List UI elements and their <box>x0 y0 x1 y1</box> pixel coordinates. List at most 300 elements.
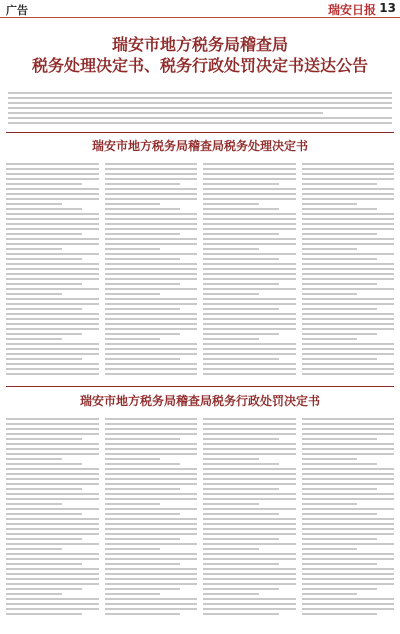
text-line-placeholder <box>203 248 259 250</box>
text-line-placeholder <box>302 528 395 530</box>
text-line-placeholder <box>8 102 392 104</box>
text-line-placeholder <box>105 243 198 245</box>
text-line-placeholder <box>302 173 395 175</box>
text-line-placeholder <box>203 288 296 290</box>
text-line-placeholder <box>6 548 62 550</box>
text-line-placeholder <box>6 278 99 280</box>
text-line-placeholder <box>203 418 296 420</box>
text-line-placeholder <box>203 478 296 480</box>
text-line-placeholder <box>203 188 296 190</box>
text-line-placeholder <box>302 353 395 355</box>
text-line-placeholder <box>105 168 198 170</box>
text-line-placeholder <box>105 208 181 210</box>
text-line-placeholder <box>105 533 198 535</box>
text-line-placeholder <box>203 523 296 525</box>
text-line-placeholder <box>203 338 259 340</box>
text-column <box>203 418 296 620</box>
text-line-placeholder <box>203 273 296 275</box>
text-line-placeholder <box>302 568 395 570</box>
text-line-placeholder <box>8 97 392 99</box>
text-line-placeholder <box>6 243 99 245</box>
text-line-placeholder <box>6 563 82 565</box>
text-line-placeholder <box>105 573 198 575</box>
text-line-placeholder <box>105 423 198 425</box>
text-line-placeholder <box>105 273 198 275</box>
text-line-placeholder <box>6 228 99 230</box>
text-line-placeholder <box>105 373 198 375</box>
text-line-placeholder <box>6 348 99 350</box>
text-line-placeholder <box>203 593 259 595</box>
text-line-placeholder <box>302 438 378 440</box>
text-line-placeholder <box>302 473 395 475</box>
text-line-placeholder <box>203 483 296 485</box>
text-line-placeholder <box>105 338 161 340</box>
text-line-placeholder <box>105 188 198 190</box>
text-column <box>302 163 395 381</box>
text-line-placeholder <box>203 548 259 550</box>
text-line-placeholder <box>6 533 99 535</box>
text-line-placeholder <box>105 303 198 305</box>
text-line-placeholder <box>6 543 99 545</box>
notice-body-1 <box>6 163 394 381</box>
text-line-placeholder <box>203 498 296 500</box>
text-line-placeholder <box>105 448 198 450</box>
text-line-placeholder <box>105 288 198 290</box>
text-line-placeholder <box>302 303 395 305</box>
text-line-placeholder <box>203 573 296 575</box>
text-line-placeholder <box>105 603 198 605</box>
text-line-placeholder <box>105 163 198 165</box>
text-line-placeholder <box>302 463 378 465</box>
text-line-placeholder <box>203 228 296 230</box>
intro-text-block <box>8 92 392 128</box>
text-line-placeholder <box>203 468 296 470</box>
text-line-placeholder <box>6 163 99 165</box>
text-column <box>6 418 99 620</box>
text-line-placeholder <box>302 448 395 450</box>
text-line-placeholder <box>105 548 161 550</box>
notice-title-1: 瑞安市地方税务局稽查局税务处理决定书 <box>91 139 308 153</box>
text-line-placeholder <box>302 603 395 605</box>
text-line-placeholder <box>6 218 99 220</box>
text-line-placeholder <box>6 513 82 515</box>
text-line-placeholder <box>302 283 378 285</box>
text-line-placeholder <box>6 193 99 195</box>
text-line-placeholder <box>105 488 181 490</box>
text-line-placeholder <box>203 533 296 535</box>
text-line-placeholder <box>105 248 161 250</box>
text-line-placeholder <box>6 328 99 330</box>
text-line-placeholder <box>203 293 259 295</box>
text-line-placeholder <box>203 323 296 325</box>
text-line-placeholder <box>105 298 198 300</box>
text-line-placeholder <box>105 353 198 355</box>
notice-title-2: 瑞安市地方税务局稽查局税务行政处罚决定书 <box>79 394 320 408</box>
main-headline <box>0 34 400 76</box>
text-line-placeholder <box>105 418 198 420</box>
text-line-placeholder <box>6 443 99 445</box>
text-line-placeholder <box>203 168 296 170</box>
text-line-placeholder <box>6 573 99 575</box>
text-line-placeholder <box>6 363 99 365</box>
text-line-placeholder <box>302 588 378 590</box>
text-line-placeholder <box>203 488 279 490</box>
text-line-placeholder <box>203 253 296 255</box>
text-line-placeholder <box>105 568 198 570</box>
text-line-placeholder <box>203 218 296 220</box>
text-line-placeholder <box>203 513 279 515</box>
text-line-placeholder <box>302 598 395 600</box>
text-line-placeholder <box>105 558 198 560</box>
text-line-placeholder <box>203 543 296 545</box>
text-column <box>6 163 99 381</box>
text-line-placeholder <box>203 183 279 185</box>
section-label: 广告 <box>6 4 28 17</box>
text-line-placeholder <box>203 463 279 465</box>
text-line-placeholder <box>105 443 198 445</box>
text-line-placeholder <box>302 298 395 300</box>
notice-body-2 <box>6 418 394 620</box>
text-line-placeholder <box>105 368 198 370</box>
text-line-placeholder <box>6 578 99 580</box>
text-line-placeholder <box>203 358 279 360</box>
text-line-placeholder <box>6 238 99 240</box>
text-line-placeholder <box>302 453 395 455</box>
text-line-placeholder <box>6 528 99 530</box>
text-line-placeholder <box>6 458 62 460</box>
text-line-placeholder <box>105 263 198 265</box>
text-line-placeholder <box>6 553 99 555</box>
text-line-placeholder <box>105 498 198 500</box>
text-line-placeholder <box>203 583 296 585</box>
text-line-placeholder <box>105 233 181 235</box>
text-line-placeholder <box>302 233 378 235</box>
text-line-placeholder <box>302 573 395 575</box>
text-line-placeholder <box>6 613 82 615</box>
text-line-placeholder <box>105 518 198 520</box>
text-line-placeholder <box>203 438 279 440</box>
text-line-placeholder <box>302 363 395 365</box>
text-line-placeholder <box>203 558 296 560</box>
text-line-placeholder <box>105 463 181 465</box>
text-line-placeholder <box>302 258 378 260</box>
page-header <box>0 0 400 18</box>
text-line-placeholder <box>203 443 296 445</box>
text-line-placeholder <box>6 353 99 355</box>
text-line-placeholder <box>302 248 358 250</box>
text-line-placeholder <box>203 163 296 165</box>
text-line-placeholder <box>6 268 99 270</box>
text-line-placeholder <box>105 453 198 455</box>
text-line-placeholder <box>105 503 161 505</box>
text-line-placeholder <box>105 563 181 565</box>
text-line-placeholder <box>6 318 99 320</box>
text-line-placeholder <box>203 303 296 305</box>
text-line-placeholder <box>203 528 296 530</box>
text-line-placeholder <box>6 518 99 520</box>
text-line-placeholder <box>203 203 259 205</box>
text-line-placeholder <box>203 328 296 330</box>
text-line-placeholder <box>105 258 181 260</box>
text-line-placeholder <box>203 423 296 425</box>
text-line-placeholder <box>105 358 181 360</box>
text-line-placeholder <box>302 508 395 510</box>
text-line-placeholder <box>6 308 82 310</box>
text-line-placeholder <box>6 463 82 465</box>
text-line-placeholder <box>6 483 99 485</box>
text-line-placeholder <box>8 112 323 114</box>
text-line-placeholder <box>6 313 99 315</box>
text-line-placeholder <box>203 518 296 520</box>
text-line-placeholder <box>6 568 99 570</box>
text-line-placeholder <box>203 178 296 180</box>
text-line-placeholder <box>203 283 279 285</box>
text-line-placeholder <box>105 348 198 350</box>
text-line-placeholder <box>203 433 296 435</box>
text-line-placeholder <box>203 538 279 540</box>
text-line-placeholder <box>302 208 378 210</box>
text-line-placeholder <box>105 553 198 555</box>
text-line-placeholder <box>105 228 198 230</box>
text-line-placeholder <box>302 458 358 460</box>
text-line-placeholder <box>6 293 62 295</box>
page-number: 13 <box>379 1 396 15</box>
text-line-placeholder <box>203 308 279 310</box>
text-line-placeholder <box>302 223 395 225</box>
text-line-placeholder <box>8 107 392 109</box>
text-line-placeholder <box>6 338 62 340</box>
text-line-placeholder <box>6 598 99 600</box>
text-line-placeholder <box>6 503 62 505</box>
text-line-placeholder <box>302 213 395 215</box>
text-line-placeholder <box>203 563 279 565</box>
text-line-placeholder <box>302 608 395 610</box>
text-line-placeholder <box>105 583 198 585</box>
text-line-placeholder <box>203 213 296 215</box>
text-line-placeholder <box>6 233 82 235</box>
text-line-placeholder <box>105 613 181 615</box>
text-line-placeholder <box>302 423 395 425</box>
text-line-placeholder <box>6 473 99 475</box>
text-line-placeholder <box>203 493 296 495</box>
text-line-placeholder <box>203 348 296 350</box>
text-line-placeholder <box>105 428 198 430</box>
text-column <box>105 163 198 381</box>
text-line-placeholder <box>203 263 296 265</box>
text-line-placeholder <box>6 343 99 345</box>
text-line-placeholder <box>105 528 198 530</box>
text-line-placeholder <box>302 228 395 230</box>
text-line-placeholder <box>105 308 181 310</box>
text-line-placeholder <box>302 493 395 495</box>
text-line-placeholder <box>302 613 378 615</box>
text-line-placeholder <box>302 593 358 595</box>
text-line-placeholder <box>302 183 378 185</box>
text-line-placeholder <box>302 253 395 255</box>
text-line-placeholder <box>203 613 279 615</box>
text-line-placeholder <box>6 178 99 180</box>
text-line-placeholder <box>105 268 198 270</box>
text-line-placeholder <box>203 223 296 225</box>
text-line-placeholder <box>302 168 395 170</box>
text-line-placeholder <box>203 578 296 580</box>
text-line-placeholder <box>6 418 99 420</box>
text-line-placeholder <box>6 468 99 470</box>
text-line-placeholder <box>203 448 296 450</box>
text-line-placeholder <box>203 428 296 430</box>
headline-line-2: 税务处理决定书、税务行政处罚决定书送达公告 <box>31 56 368 75</box>
text-line-placeholder <box>105 318 198 320</box>
text-line-placeholder <box>6 168 99 170</box>
text-line-placeholder <box>6 358 82 360</box>
text-line-placeholder <box>6 303 99 305</box>
text-line-placeholder <box>6 498 99 500</box>
text-line-placeholder <box>302 543 395 545</box>
text-line-placeholder <box>302 498 395 500</box>
text-line-placeholder <box>203 313 296 315</box>
text-line-placeholder <box>302 333 378 335</box>
text-line-placeholder <box>302 193 395 195</box>
headline-line-1: 瑞安市地方税务局稽查局 <box>111 35 288 54</box>
text-line-placeholder <box>302 323 395 325</box>
text-line-placeholder <box>302 313 395 315</box>
text-line-placeholder <box>105 333 181 335</box>
text-line-placeholder <box>6 523 99 525</box>
text-line-placeholder <box>6 538 82 540</box>
text-line-placeholder <box>203 208 279 210</box>
text-line-placeholder <box>6 428 99 430</box>
text-line-placeholder <box>203 198 296 200</box>
text-line-placeholder <box>302 273 395 275</box>
text-line-placeholder <box>6 593 62 595</box>
text-line-placeholder <box>6 488 82 490</box>
text-line-placeholder <box>105 313 198 315</box>
text-line-placeholder <box>203 503 259 505</box>
text-line-placeholder <box>6 433 99 435</box>
text-line-placeholder <box>203 353 296 355</box>
text-line-placeholder <box>105 478 198 480</box>
divider <box>6 386 394 387</box>
text-line-placeholder <box>302 293 358 295</box>
text-line-placeholder <box>302 348 395 350</box>
text-line-placeholder <box>203 608 296 610</box>
text-line-placeholder <box>302 418 395 420</box>
text-line-placeholder <box>203 368 296 370</box>
text-column <box>105 418 198 620</box>
text-line-placeholder <box>302 218 395 220</box>
text-line-placeholder <box>105 578 198 580</box>
text-line-placeholder <box>105 293 161 295</box>
text-line-placeholder <box>302 198 395 200</box>
text-line-placeholder <box>302 548 358 550</box>
masthead-logo: 瑞安日报 <box>327 3 376 17</box>
text-line-placeholder <box>105 253 198 255</box>
text-line-placeholder <box>6 203 62 205</box>
text-line-placeholder <box>302 373 395 375</box>
text-line-placeholder <box>302 278 395 280</box>
text-line-placeholder <box>302 203 358 205</box>
text-line-placeholder <box>302 308 378 310</box>
text-line-placeholder <box>105 218 198 220</box>
text-line-placeholder <box>302 268 395 270</box>
text-line-placeholder <box>6 588 82 590</box>
text-line-placeholder <box>302 243 395 245</box>
text-line-placeholder <box>302 468 395 470</box>
text-line-placeholder <box>203 588 279 590</box>
text-line-placeholder <box>105 323 198 325</box>
text-line-placeholder <box>302 263 395 265</box>
text-line-placeholder <box>203 363 296 365</box>
text-line-placeholder <box>105 363 198 365</box>
text-line-placeholder <box>203 173 296 175</box>
text-line-placeholder <box>105 278 198 280</box>
text-line-placeholder <box>105 173 198 175</box>
text-line-placeholder <box>302 488 378 490</box>
text-line-placeholder <box>105 328 198 330</box>
text-line-placeholder <box>105 508 198 510</box>
text-line-placeholder <box>203 598 296 600</box>
divider <box>6 132 394 133</box>
text-line-placeholder <box>6 288 99 290</box>
text-line-placeholder <box>105 483 198 485</box>
text-column <box>302 418 395 620</box>
text-line-placeholder <box>203 243 296 245</box>
text-line-placeholder <box>105 238 198 240</box>
text-line-placeholder <box>302 368 395 370</box>
text-line-placeholder <box>6 603 99 605</box>
text-line-placeholder <box>6 248 62 250</box>
text-line-placeholder <box>6 448 99 450</box>
text-line-placeholder <box>302 163 395 165</box>
text-line-placeholder <box>105 543 198 545</box>
text-line-placeholder <box>302 558 395 560</box>
text-line-placeholder <box>302 518 395 520</box>
text-line-placeholder <box>302 483 395 485</box>
text-line-placeholder <box>105 608 198 610</box>
text-line-placeholder <box>105 458 161 460</box>
text-line-placeholder <box>105 438 181 440</box>
text-line-placeholder <box>105 433 198 435</box>
text-line-placeholder <box>302 443 395 445</box>
text-line-placeholder <box>105 538 181 540</box>
text-line-placeholder <box>302 188 395 190</box>
text-line-placeholder <box>6 253 99 255</box>
text-line-placeholder <box>105 343 198 345</box>
text-line-placeholder <box>105 223 198 225</box>
text-line-placeholder <box>6 608 99 610</box>
text-line-placeholder <box>8 122 392 124</box>
text-line-placeholder <box>105 523 198 525</box>
text-line-placeholder <box>302 583 395 585</box>
text-line-placeholder <box>105 588 181 590</box>
text-line-placeholder <box>105 513 181 515</box>
text-line-placeholder <box>6 373 99 375</box>
text-line-placeholder <box>203 603 296 605</box>
text-line-placeholder <box>6 258 82 260</box>
text-line-placeholder <box>6 333 82 335</box>
text-line-placeholder <box>302 428 395 430</box>
text-line-placeholder <box>203 238 296 240</box>
text-line-placeholder <box>302 578 395 580</box>
text-line-placeholder <box>6 183 82 185</box>
text-line-placeholder <box>6 478 99 480</box>
text-line-placeholder <box>6 298 99 300</box>
text-line-placeholder <box>203 343 296 345</box>
text-line-placeholder <box>105 183 181 185</box>
text-line-placeholder <box>203 553 296 555</box>
text-line-placeholder <box>302 288 395 290</box>
text-column <box>203 163 296 381</box>
